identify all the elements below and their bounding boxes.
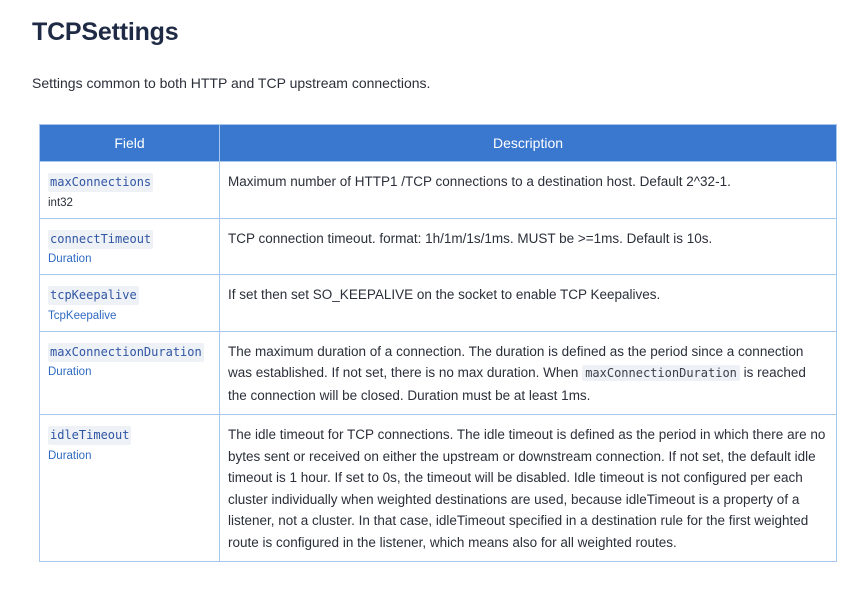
description-cell: TCP connection timeout. format: 1h/1m/1s/1ms. MUST be >=1ms. Default is 10s. — [220, 218, 837, 275]
header-field: Field — [40, 125, 220, 162]
description-cell — [220, 331, 837, 415]
description-text: is reached the connection will be closed. Duration must be at least 1ms. — [228, 365, 806, 403]
table-row — [40, 331, 837, 415]
description-cell: If set then set SO_KEEPALIVE on the socket to enable TCP Keepalives. — [220, 275, 837, 332]
description-cell: Maximum number of HTTP1 /TCP connections to a destination host. Default 2^32-1. — [220, 162, 837, 219]
description-text: The maximum duration of a connection. The duration is defined as the period since a connection was established. If not set, there is no max duration. When — [228, 343, 804, 380]
field-name: maxConnections — [48, 173, 153, 192]
field-name: maxConnectionDuration — [48, 343, 204, 362]
page-intro: Settings common to both HTTP and TCP upstream connections. — [32, 75, 431, 91]
field-type-link[interactable]: Duration — [48, 366, 92, 378]
field-type: int32 — [48, 196, 73, 209]
table-row — [40, 218, 837, 275]
fields-table — [39, 124, 837, 562]
table-header-row — [40, 125, 837, 162]
field-cell — [40, 218, 220, 275]
field-cell — [40, 331, 220, 415]
field-type-link[interactable]: Duration — [48, 253, 92, 265]
table-row — [40, 275, 837, 332]
field-cell — [40, 415, 220, 562]
table-row — [40, 162, 837, 219]
field-name: idleTimeout — [48, 426, 131, 445]
field-name: connectTimeout — [48, 230, 153, 249]
table-row — [40, 415, 837, 562]
field-cell — [40, 162, 220, 219]
field-type-link[interactable]: Duration — [48, 449, 92, 462]
field-type-link[interactable]: TcpKeepalive — [48, 309, 117, 322]
header-description: Description — [220, 125, 837, 162]
field-cell — [40, 275, 220, 332]
description-cell: The idle timeout for TCP connections. The idle timeout is defined as the period in which there are no bytes sent or received on either the upstream or downstream connection. If not set, the default idle timeout is 1 hour. If set to 0s, the timeout will be disabled. Idle timeout is not configured per each cluster individually when weighted destinations are used, because idleTimeout is a property of a listener, not a cluster. In that case, idleTimeout specified in a destination rule for the first weighted route is configured in the listener, which means also for all weighted routes. — [220, 415, 837, 562]
page-title: TCPSettings — [32, 18, 179, 46]
field-name: tcpKeepalive — [48, 286, 139, 305]
inline-code: maxConnectionDuration — [582, 365, 740, 381]
